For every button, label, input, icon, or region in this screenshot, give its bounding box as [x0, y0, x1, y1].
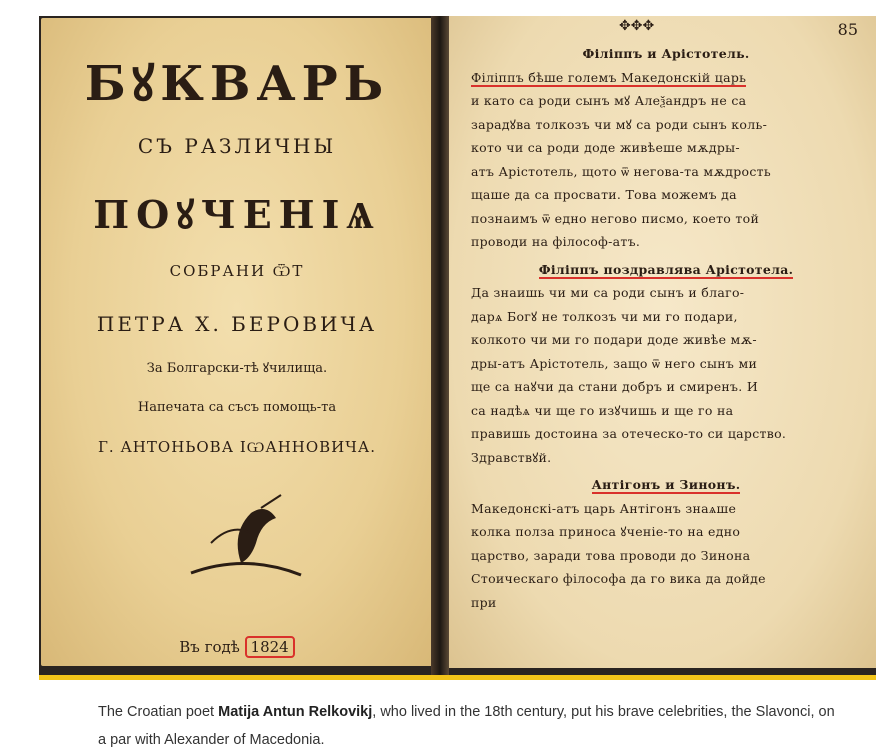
text-line: [471, 66, 861, 90]
image-caption: [98, 698, 838, 754]
text-line: са надѣѧ чи ще го изꙋчишь и ще го на: [471, 402, 734, 418]
book-title: БꙋКВАРЬ: [84, 56, 390, 112]
caption-text: The Croatian poet: [98, 704, 219, 720]
page-number: 85: [837, 20, 858, 39]
section-heading: Антігонъ и Зинонъ.: [591, 477, 741, 492]
text-line: дарѧ Богꙋ не толкозъ чи ми го подари,: [471, 308, 738, 324]
text-line: и като са роди сынъ мꙋ Алеѯандръ не са: [471, 93, 747, 108]
text-line: Здравствꙋй.: [471, 449, 552, 465]
text-line: Стоическаго філософа да го вика да дойде: [471, 571, 766, 586]
title-line: За Болгарски-тѣ ꙋчилища.: [146, 361, 328, 376]
left-page: [41, 18, 433, 666]
year-prefix: Въ годѣ: [179, 638, 240, 656]
imprint-line: [41, 638, 433, 656]
book-spine: [431, 16, 449, 676]
title-line: Напечата са съсъ помощь-та: [137, 400, 337, 415]
text-line: познаимъ ѿ едно негово писмо, което той: [471, 210, 760, 226]
poet-name: Matija Antun Relkovikj: [218, 704, 373, 720]
title-line: Г. АНТОНЬОВА ІѠАННОВИЧА.: [97, 438, 376, 456]
title-line: СЪ РАЗЛИЧНЫ: [137, 134, 337, 158]
title-line: СОБРАНИ ѾТ: [169, 262, 305, 280]
ornament-illustration: [181, 493, 311, 583]
text-line: зарадꙋва толкозъ чи мꙋ са роди сынъ коль-: [471, 116, 768, 132]
text-line: кото чи са роди доде живѣеше мѫдры-: [471, 140, 740, 155]
section-heading: Філіппъ и Арістотель.: [582, 46, 750, 61]
paragraph: [471, 66, 861, 254]
text-line: правишь достоина за отеческо-то си царство.: [471, 426, 787, 441]
text-line: щаше да са просвати. Това можемъ да: [471, 187, 737, 202]
text-line: ще са наꙋчи да стани добръ и смиренъ. И: [471, 379, 759, 394]
paragraph: [471, 281, 861, 469]
author-line: ПЕТРА Х. БЕРОВИЧА: [96, 312, 378, 336]
text-line: при: [471, 594, 497, 610]
underlined-text: Філіппъ бѣше големъ Македонскій царь: [471, 69, 747, 85]
paragraph: [471, 497, 861, 615]
text-line: царство, заради това проводи до Зинона: [471, 547, 751, 563]
right-page: [449, 16, 876, 668]
text-line: Македонскі-атъ царь Антігонъ знаѧше: [471, 500, 737, 516]
section-heading: Філіппъ поздравлява Арістотела.: [538, 261, 794, 277]
text-line: колка полза приноса ꙋченіе-то на едно: [471, 524, 741, 539]
header-ornament-icon: ✥✥✥: [619, 18, 655, 34]
text-line: проводи на філософ-атъ.: [471, 234, 641, 249]
caption-text: , who lived in the 18th century, put his brave celebrities, the Slavonci, on a par with Alexander of Macedonia.: [98, 704, 835, 748]
accent-bar: [39, 675, 876, 680]
text-line: дры-атъ Арістотель, защо ѿ него сынъ ми: [471, 355, 758, 371]
text-line: Да знаишь чи ми са роди сынъ и благо-: [471, 285, 745, 300]
text-line: колкото чи ми го подари доде живѣе мѫ-: [471, 332, 757, 347]
book-photo: [39, 16, 876, 676]
title-line: ПОꙋЧЕНІѦ: [93, 192, 381, 237]
text-line: атъ Арістотель, щото ѿ негова-та мѫдрость: [471, 163, 771, 179]
year-highlight: 1824: [245, 636, 295, 658]
